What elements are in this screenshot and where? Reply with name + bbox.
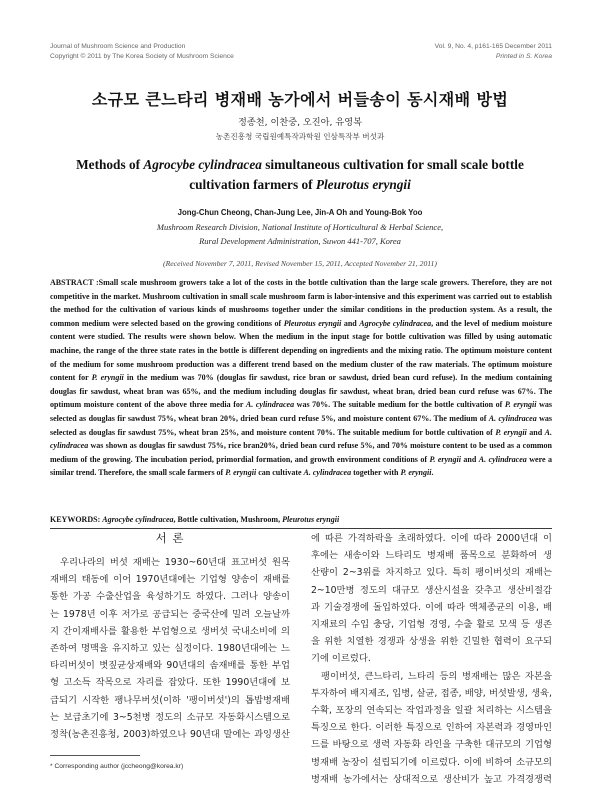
text-line: 팽이버섯, 큰느타리, 느타리 등의 병재배는 많은 자본을 (321, 670, 552, 682)
divider (50, 528, 552, 529)
intro-paragraph (311, 530, 552, 668)
species-name: P. eryngii (225, 468, 257, 478)
text-run: , and the level of medium moisture content were studied. The results were shown below. When the medium in the input stage for bottle cultivation was filled by using automatic machine, the range of the three state rates in the bottle is different depending on ingredients and the mixing ratio. The optimum moisture content of the medium for some mushroom production was a different trend based on the medium cluster of the raw materials. The optimum moisture content for (50, 318, 553, 383)
text-line: 드를 바탕으로 생력 자동화 라인을 구축한 대규모의 기업형 (311, 739, 552, 751)
text-line: 재배의 태동에 이어 1970년대에는 기업형 양송이 재배를 (50, 574, 290, 586)
species-name: A. cylindracea (303, 468, 352, 478)
corresponding-author-footnote: * Corresponding author (jccheong@korea.kr) (50, 763, 184, 770)
affiliation-korean: 농촌진흥청 국립원예특작과학원 인삼특작부 버섯과 (215, 132, 385, 141)
text-line: 과 기술경쟁에 돌입하였다. 이에 따라 액체종균의 이용, 배 (311, 601, 552, 613)
species-name: Pleurotus eryngii (283, 318, 342, 328)
species-name: Agrocybe cylindracea (359, 318, 432, 328)
printed-in: Printed in S. Korea (495, 53, 552, 60)
text-run: Methods of (76, 157, 144, 172)
species-name: Pleurotus eryngii (315, 177, 411, 192)
species-name: Pleurotus eryngii (282, 515, 340, 524)
text-line: 병재배 농장이 설립되기에 이르렀다. 이에 비하여 소규모의 (311, 756, 552, 768)
text-run: and (526, 427, 545, 437)
species-name: Agrocybe cylindracea (102, 515, 174, 524)
species-name: A. cylindracea (478, 454, 527, 464)
text-line: 특징으로 한다. 이러한 특징으로 인하여 자본력과 경영마인 (311, 722, 552, 734)
text-line: 수확, 포장의 연속되는 작업과정을 일괄 처리하는 시스템을 (311, 705, 552, 717)
text-line: 지재료의 수입 충당, 기업형 경영, 수출 활로 모색 등 생존 (311, 619, 552, 631)
title-english (62, 155, 538, 195)
species-name: A. cylindracea (50, 427, 552, 451)
text-run: , Bottle cultivation, Mushroom, (173, 515, 283, 524)
text-line: 병재배 농가에서는 상대적으로 생산비가 높고 가격경쟁력 (311, 773, 552, 785)
text-line: 후에는 새송이와 느타리도 병재배 품목으로 분화하여 생 (311, 550, 552, 562)
volume-info: Vol. 9, No. 4, p161-165 December 2011 (434, 43, 552, 50)
authors-korean: 정종천, 이찬중, 오진아, 유영복 (237, 117, 363, 128)
text-line: 우리나라의 버섯 재배는 1930~60년대 표고버섯 원목 (60, 557, 290, 568)
authors-english: Jong-Chun Cheong, Chan-Jung Lee, Jin-A Oh and Young-Bok Yoo (177, 208, 423, 217)
journal-header (50, 42, 234, 62)
species-name: Agrocybe cylindracea (143, 157, 262, 172)
text-line: 형 고소득 작목으로 자리를 잡았다. 또한 1990년대에 보 (50, 677, 290, 689)
text-line: 급되기 시작한 팽나무버섯(이하 '팽이버섯')의 톱밥병재배 (50, 694, 290, 706)
species-name: P. eryngii (504, 400, 537, 410)
text-run: was selected as douglas fir sawdust 75%, wheat bran 20%, dried bean curd refuse 5%, and moisture content 67%. The medium of (50, 400, 552, 423)
text-run: was 70%. The suitable medium for the bottle cultivation of (294, 400, 505, 410)
text-run: together with (351, 468, 401, 478)
footnote-divider (50, 755, 140, 756)
species-name: A. cylindracea (488, 413, 537, 423)
species-name: P. eryngii (400, 468, 432, 478)
text-line: 는 보급초기에 3~5천병 정도의 소규모 자동화시스템으로 (50, 711, 290, 723)
abstract (50, 276, 552, 480)
text-line: 지 간이재배사를 활용한 부업형으로 생버섯 국내소비에 의 (50, 625, 290, 637)
text-run: was shown as douglas fir sawdust 75%, rice bran20%, dried bean curd refuse 5%, and 70% moisture content to be used as a common medium of the growing. The incubation period, primordial formation, and growth environment conditions of (50, 441, 552, 464)
text-line: 에 따른 가격하락을 초래하였다. 이에 따라 2000년대 이 (311, 533, 552, 544)
species-name: A. cylindracea (245, 400, 295, 410)
text-run: and (460, 454, 479, 464)
species-name: P. eryngii (495, 427, 527, 437)
title-korean: 소규모 큰느타리 병재배 농가에서 버들송이 동시재배 방법 (91, 90, 509, 109)
text-line: 을 위한 치열한 경쟁과 상생을 위한 긴밀한 협력이 요구되 (311, 636, 552, 648)
affiliation-line: Rural Development Administration, Suwon 441-707, Korea (199, 236, 401, 246)
text-run: in the medium was 70% (douglas fir sawdust, rice bran or sawdust, dried bean curd refuse). In the medium containing douglas fir sawdust, wheat bran was 65%, and the medium including douglas fir sawdust, wheat bran, dried bean curd refuse was 67%. The optimum moisture content of the above three media for (50, 373, 553, 410)
text-line: 타리버섯이 볏짚균상재배와 90년대의 솜재배를 통한 부업 (50, 660, 290, 672)
copyright-line: Copyright © 2011 by The Korea Society of Mushroom Science (50, 53, 234, 60)
text-run: were a similar trend. Therefore, the small scale farmers of (50, 454, 552, 478)
species-name: P. eryngii (429, 454, 461, 464)
text-run: was selected as douglas fir sawdust 75%, wheat bran 25%, and moisture content 70%. The suitable medium for bottle cultivation of (50, 413, 553, 437)
journal-name: Journal of Mushroom Science and Production (50, 43, 186, 50)
received-dates: (Received November 7, 2011, Revised November 15, 2011, Accepted November 21, 2011) (163, 259, 437, 268)
text-run: ABSTRACT :Small scale mushroom growers take a lot of the costs in the bottle cultivation than the large scale growers. Therefore, they are not competitive in the market. Mushroom cultivation in small scale mushroom farm is labor-intensive and this experiment was carried out to establish the method for the cultivation of various kinds of mushrooms together under the similar conditions in the production system. As a result, the common medium were selected based on the growing conditions of (50, 278, 552, 328)
text-run: KEYWORDS: (50, 515, 103, 524)
text-run: simultaneous cultivation for small scale bottle cultivation farmers of (189, 157, 524, 192)
text-line: 는 1978년 이후 저가로 공급되는 중국산에 밀려 오늘날까 (50, 608, 290, 620)
text-line: 기에 이르렀다. (311, 653, 371, 665)
species-name: P. eryngii (91, 373, 124, 383)
affiliation-english (0, 220, 600, 248)
intro-paragraph (311, 668, 552, 788)
keywords (50, 513, 552, 527)
text-line: 통한 가공 수출산업을 육성하기도 하였다. 그러나 양송이 (50, 591, 290, 603)
issue-header (435, 42, 552, 62)
text-line: 산량이 2~3위를 차지하고 있다. 특히 팽이버섯의 재배는 (311, 567, 552, 579)
intro-right-column (311, 530, 552, 788)
affiliation-line: Mushroom Research Division, National Institute of Horticultural & Herbal Science, (156, 222, 444, 232)
text-line: 2~10만병 정도의 대규모 생산시설을 갖추고 생산비절감 (311, 584, 552, 596)
section-heading-introduction: 서 론 (155, 531, 185, 545)
text-line: 정착(농촌진흥청, 2003)하였으나 90년대 말에는 과잉생산 (50, 729, 290, 741)
intro-paragraph (50, 554, 290, 743)
intro-left-column (50, 554, 290, 743)
text-run: . (431, 468, 434, 478)
text-run: can cultivate (256, 468, 304, 478)
text-line: 투자하여 배지제조, 입병, 살균, 접종, 배양, 버섯발생, 생육, (311, 687, 552, 699)
text-line: 존하여 명맥을 유지하고 있는 실정이다. 1980년대에는 느 (50, 643, 290, 655)
text-run: and (341, 318, 360, 328)
